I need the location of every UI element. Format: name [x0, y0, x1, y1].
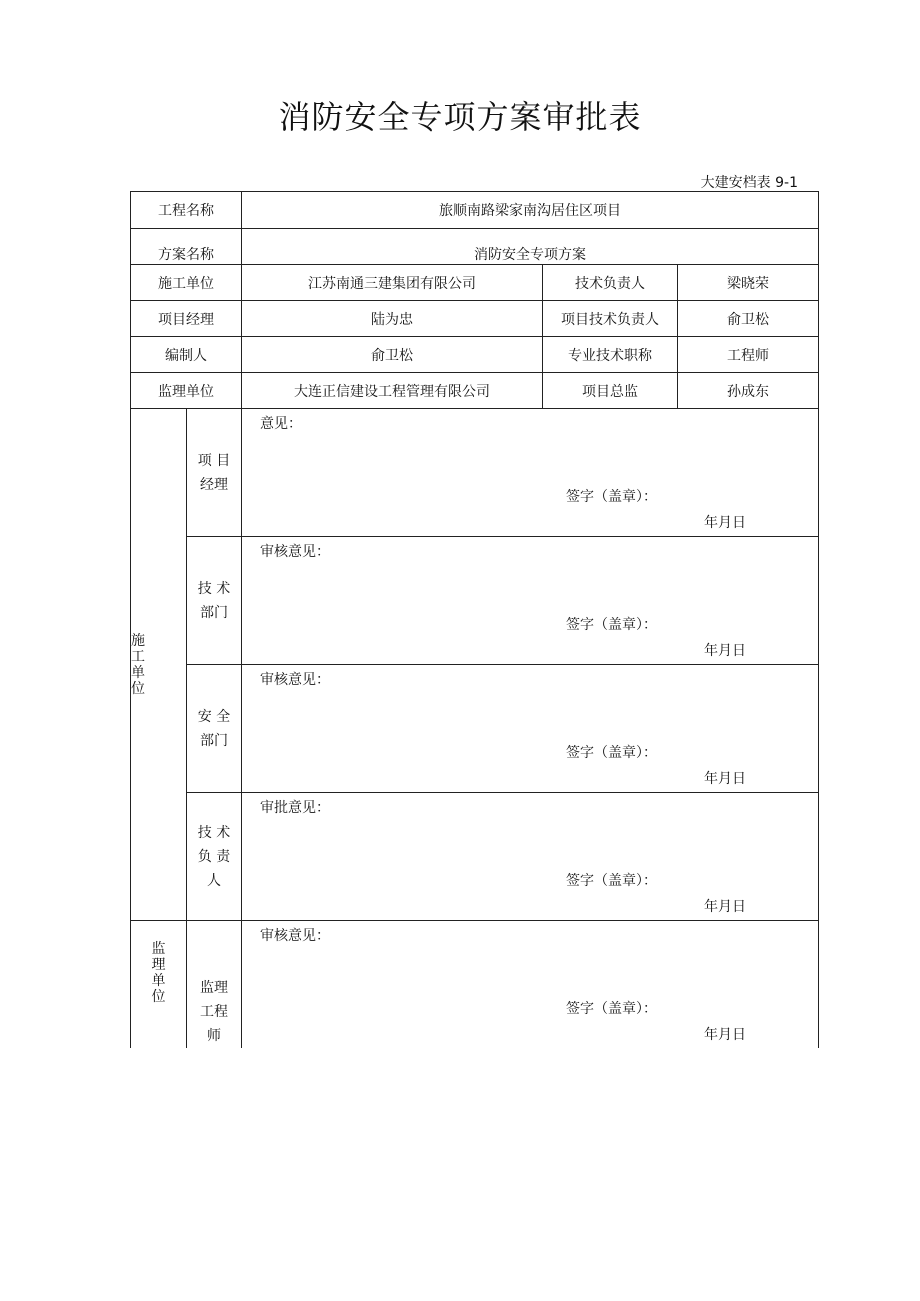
role-project-manager: 项 目 经理	[187, 409, 242, 537]
row-project-manager	[131, 301, 819, 337]
signature-label: 签字（盖章）：	[566, 489, 657, 505]
signature-label: 签字（盖章）：	[566, 873, 657, 889]
date-label: 年月日	[704, 771, 746, 787]
contractor-label: 施工单位	[131, 265, 242, 301]
opinion-label: 审核意见：	[260, 672, 330, 688]
opinion-field-tech-lead[interactable]	[242, 793, 819, 921]
approval-row-project-manager	[131, 409, 819, 537]
approval-row-safety-dept	[131, 665, 819, 793]
date-label: 年月日	[704, 1027, 746, 1043]
supervisor-label: 监理单位	[131, 373, 242, 409]
supervisor-value: 大连正信建设工程管理有限公司	[242, 373, 543, 409]
project-tech-lead-label: 项目技术负责人	[543, 301, 678, 337]
tech-lead-value: 梁晓荣	[678, 265, 819, 301]
supervisor-group-label: 监理单位	[131, 921, 187, 1049]
pm-value: 陆为忠	[242, 301, 543, 337]
compiler-value: 俞卫松	[242, 337, 543, 373]
row-plan-name	[131, 229, 819, 265]
pm-label: 项目经理	[131, 301, 242, 337]
signature-label: 签字（盖章）：	[566, 1001, 657, 1017]
approval-form-table	[130, 191, 819, 1048]
compiler-label: 编制人	[131, 337, 242, 373]
signature-label: 签字（盖章）：	[566, 617, 657, 633]
opinion-field-safety-dept[interactable]	[242, 665, 819, 793]
chief-supervisor-value: 孙成东	[678, 373, 819, 409]
row-contractor	[131, 265, 819, 301]
project-tech-lead-value: 俞卫松	[678, 301, 819, 337]
chief-supervisor-label: 项目总监	[543, 373, 678, 409]
opinion-field-supervising-engineer[interactable]	[242, 921, 819, 1049]
opinion-label: 意见：	[260, 416, 302, 432]
row-project-name	[131, 192, 819, 229]
role-tech-lead: 技 术 负 责 人	[187, 793, 242, 921]
row-supervisor	[131, 373, 819, 409]
signature-label: 签字（盖章）：	[566, 745, 657, 761]
approval-row-tech-lead	[131, 793, 819, 921]
project-name-value: 旅顺南路梁家南沟居住区项目	[242, 192, 819, 229]
tech-lead-label: 技术负责人	[543, 265, 678, 301]
plan-name-label: 方案名称	[131, 229, 242, 265]
role-supervising-engineer: 监理 工程 师	[187, 921, 242, 1049]
opinion-label: 审核意见：	[260, 544, 330, 560]
contractor-group-label: 施工单位	[131, 409, 187, 921]
opinion-label: 审批意见：	[260, 800, 330, 816]
project-name-label: 工程名称	[131, 192, 242, 229]
approval-row-tech-dept	[131, 537, 819, 665]
approval-row-supervising-engineer	[131, 921, 819, 1049]
page-title: 消防安全专项方案审批表	[278, 98, 642, 136]
date-label: 年月日	[704, 899, 746, 915]
row-compiler	[131, 337, 819, 373]
opinion-field-project-manager[interactable]	[242, 409, 819, 537]
role-tech-dept: 技 术 部门	[187, 537, 242, 665]
opinion-label: 审核意见：	[260, 928, 330, 944]
opinion-field-tech-dept[interactable]	[242, 537, 819, 665]
contractor-value: 江苏南通三建集团有限公司	[242, 265, 543, 301]
professional-title-label: 专业技术职称	[543, 337, 678, 373]
professional-title-value: 工程师	[678, 337, 819, 373]
form-number: 大建安档表 9-1	[700, 175, 798, 191]
plan-name-value: 消防安全专项方案	[242, 229, 819, 265]
date-label: 年月日	[704, 515, 746, 531]
date-label: 年月日	[704, 643, 746, 659]
role-safety-dept: 安 全 部门	[187, 665, 242, 793]
